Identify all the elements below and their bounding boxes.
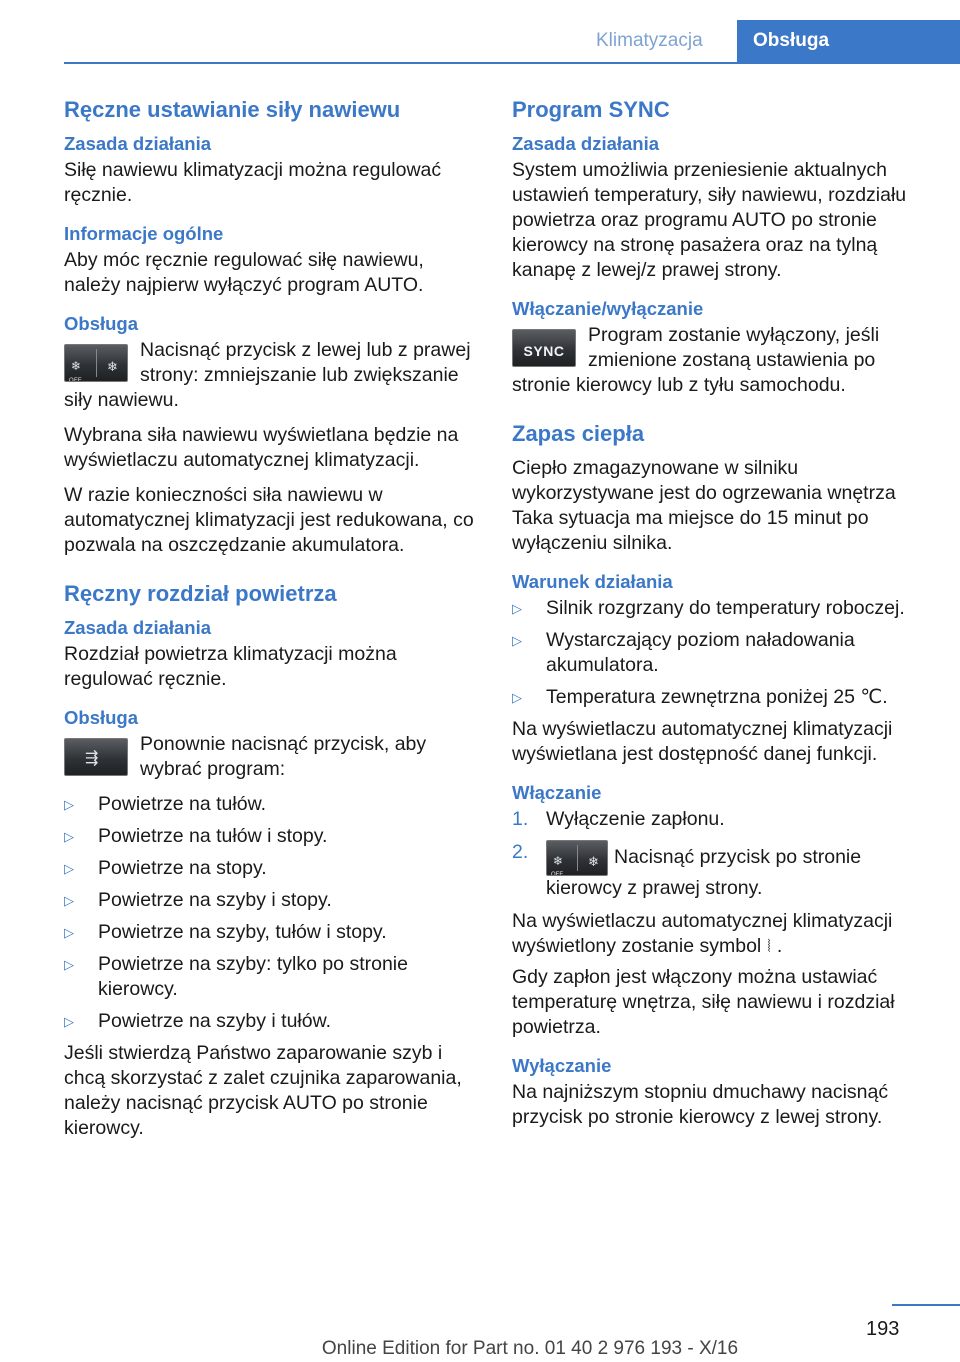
section-title: Ręczne ustawianie siły nawiewu [64, 97, 401, 122]
triangle-bullet-icon: ▷ [64, 925, 74, 940]
fan-button-icon: ❄ ❄ OFF [546, 840, 608, 876]
footer-text: Online Edition for Part no. 01 40 2 976 193 - X/16 [321, 1338, 739, 1359]
left-column [64, 96, 474, 1151]
paragraph: Ponownie nacisnąć przycisk, aby wybrać program: [140, 733, 427, 780]
triangle-bullet-icon: ▷ [64, 957, 74, 972]
button-paragraph [64, 732, 474, 782]
list-item: ▷ Powietrze na tułów. [64, 793, 267, 815]
paragraph: W razie konieczności siła nawiewu w automatycznej klimatyzacji jest redukowana, co pozwala na oszczędzanie akumulatora. [64, 484, 474, 556]
sync-button-icon: SYNC [512, 329, 576, 367]
list-item: ▷ Powietrze na tułów i stopy. [64, 825, 328, 847]
triangle-bullet-icon: ▷ [64, 1014, 74, 1029]
footer-rule [892, 1304, 960, 1306]
triangle-bullet-icon: ▷ [512, 601, 522, 616]
subheading: Zasada działania [512, 133, 660, 154]
section-title: Program SYNC [512, 97, 670, 122]
paragraph: Siłę nawiewu klimatyzacji można regulować ręcznie. [64, 159, 442, 206]
steps-list [512, 807, 930, 901]
list-item: ▷ Powietrze na szyby i stopy. [64, 889, 332, 911]
paragraph: Na wyświetlaczu automatycznej klimatyzacji wyświetlony zostanie symbol ⦚ . [512, 910, 893, 957]
subheading: Wyłączanie [512, 1055, 612, 1076]
header-section: Klimatyzacja [596, 30, 703, 51]
paragraph: Rozdział powietrza klimatyzacji można regulować ręcznie. [64, 643, 397, 690]
subheading: Warunek działania [512, 571, 673, 592]
triangle-bullet-icon: ▷ [64, 893, 74, 908]
subheading: Zasada działania [64, 133, 212, 154]
header-rule [64, 62, 960, 64]
page-number: 193 [866, 1318, 900, 1340]
paragraph: System umożliwia przeniesienie aktualnych ustawień temperatury, siły nawiewu, rozdziału powietrza oraz programu AUTO po stronie kierowcy na stronę pasażera oraz na tylną kanapę z lewej/z prawej strony. [512, 159, 907, 281]
fan-button-icon: ❄ ❄ OFF [64, 344, 128, 382]
subheading: Zasada działania [64, 617, 212, 638]
triangle-bullet-icon: ▷ [64, 797, 74, 812]
paragraph: Gdy zapłon jest włączony można ustawiać temperaturę wnętrza, siłę nawiewu i rozdział powietrza. [512, 966, 895, 1038]
program-list [64, 792, 474, 1034]
list-item: ▷ Powietrze na stopy. [64, 857, 267, 879]
list-item: ▷ Powietrze na szyby, tułów i stopy. [64, 921, 387, 943]
section-title: Zapas ciepła [512, 421, 645, 446]
paragraph: Program zostanie wyłączony, jeśli zmienione zostaną ustawienia po stronie kierowcy lub z tyłu samochodu. [512, 324, 880, 396]
condition-list [512, 596, 930, 710]
triangle-bullet-icon: ▷ [512, 633, 522, 648]
triangle-bullet-icon: ▷ [64, 829, 74, 844]
subheading: Włączanie [512, 782, 602, 803]
header-tab: Obsługa [737, 20, 960, 62]
step-item: 2. ❄ ❄ OFF Nacisnąć przycisk po stronie kierowcy z prawej strony. [512, 841, 862, 899]
air-distribution-button-icon: ⇶ [64, 738, 128, 776]
step-item: 1. Wyłączenie zapłonu. [512, 808, 725, 830]
triangle-bullet-icon: ▷ [64, 861, 74, 876]
subheading: Obsługa [64, 313, 139, 334]
paragraph: Wybrana siła nawiewu wyświetlana będzie na wyświetlaczu automatycznej klimatyzacji. [64, 424, 459, 471]
subheading: Obsługa [64, 707, 139, 728]
paragraph: Ciepło zmagazynowane w silniku wykorzystywane jest do ogrzewania wnętrza Taka sytuacja ma miejsce do 15 minut po wyłączeniu silnika. [512, 457, 896, 554]
paragraph: Na najniższym stopniu dmuchawy nacisnąć przycisk po stronie kierowcy z lewej strony. [512, 1081, 889, 1128]
section-title: Ręczny rozdział powietrza [64, 581, 337, 606]
button-paragraph [512, 323, 930, 398]
triangle-bullet-icon: ▷ [512, 690, 522, 705]
subheading: Włączanie/wyłączanie [512, 298, 704, 319]
list-item: ▷ Temperatura zewnętrzna poniżej 25 ℃. [512, 686, 888, 708]
button-paragraph [64, 338, 474, 413]
paragraph: Na wyświetlaczu automatycznej klimatyzacji wyświetlana jest dostępność danej funkcji. [512, 718, 893, 765]
paragraph: Nacisnąć przycisk z lewej lub z prawej strony: zmniejszanie lub zwiększanie siły nawiewu. [64, 339, 471, 411]
list-item: ▷ Powietrze na szyby: tylko po stronie kierowcy. [64, 953, 408, 1000]
list-item: ▷ Wystarczający poziom naładowania akumulatora. [512, 629, 855, 676]
paragraph: Jeśli stwierdzą Państwo zaparowanie szyb i chcą skorzystać z zalet czujnika zaparowania, należy nacisnąć przycisk AUTO po stronie kierowcy. [64, 1042, 462, 1139]
paragraph: Aby móc ręcznie regulować siłę nawiewu, należy najpierw wyłączyć program AUTO. [64, 249, 424, 296]
subheading: Informacje ogólne [64, 223, 224, 244]
heat-reserve-icon: ⦚ [767, 937, 771, 956]
list-item: ▷ Silnik rozgrzany do temperatury roboczej. [512, 597, 905, 619]
list-item: ▷ Powietrze na szyby i tułów. [64, 1010, 332, 1032]
right-column [512, 96, 930, 1140]
